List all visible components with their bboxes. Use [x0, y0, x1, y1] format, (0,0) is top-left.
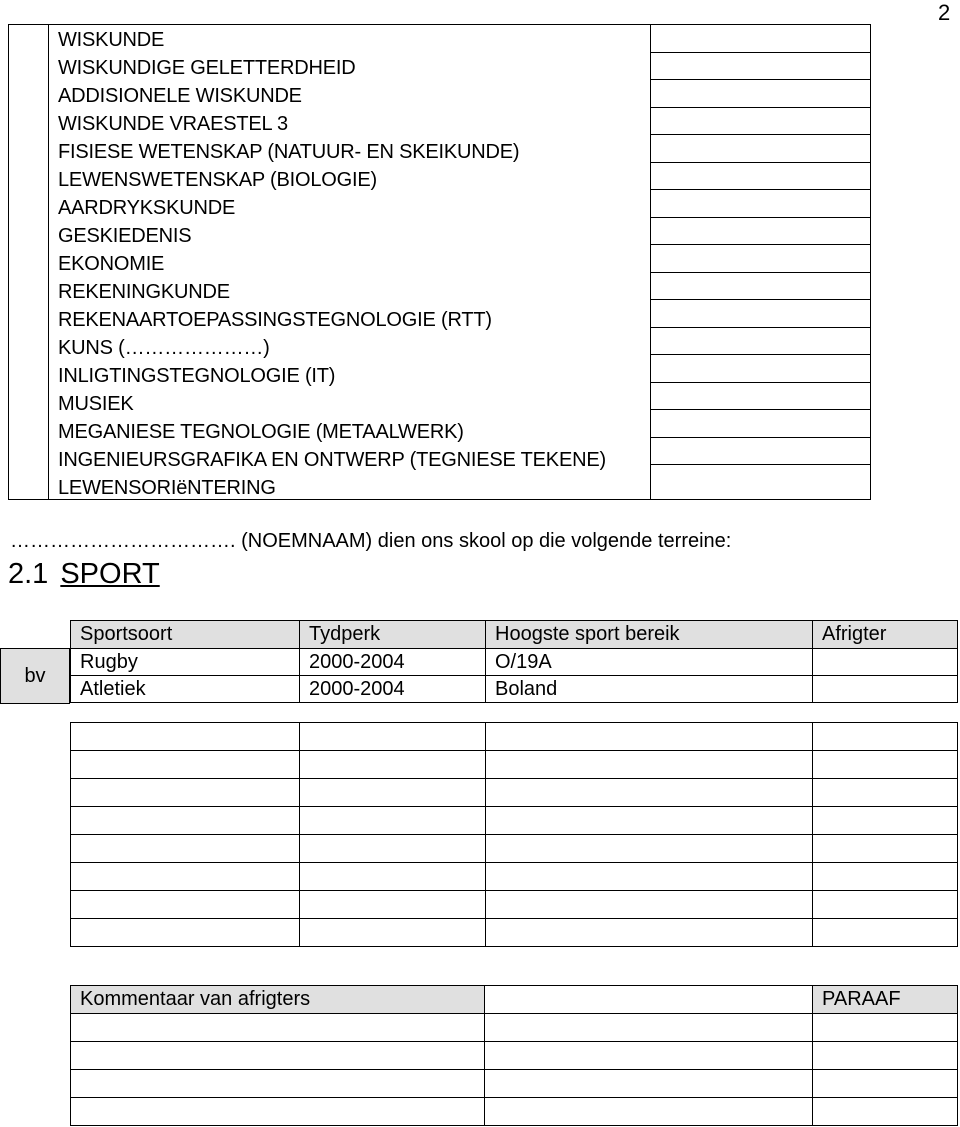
- table-cell: Rugby: [71, 649, 300, 676]
- subject-checkbox-column: [8, 24, 48, 500]
- section-title: SPORT: [60, 558, 160, 590]
- subject-item: INLIGTINGSTEGNOLOGIE (IT): [58, 365, 336, 387]
- sport-table: [70, 620, 958, 947]
- header-tydperk: Tydperk: [300, 621, 486, 649]
- table-cell: O/19A: [486, 649, 813, 676]
- table-header-row: [71, 621, 958, 649]
- subject-item: REKENINGKUNDE: [58, 281, 230, 303]
- page-number: 2: [938, 0, 951, 25]
- blank-row[interactable]: [71, 1042, 958, 1070]
- subject-item: GESKIEDENIS: [58, 225, 192, 247]
- table-cell: 2000-2004: [300, 676, 486, 703]
- example-label: bv: [0, 648, 70, 704]
- blank-row[interactable]: [71, 807, 958, 835]
- subject-item: ADDISIONELE WISKUNDE: [58, 85, 302, 107]
- table-cell: Boland: [486, 676, 813, 703]
- subject-item: FISIESE WETENSKAP (NATUUR- EN SKEIKUNDE): [58, 141, 520, 163]
- blank-row[interactable]: [71, 1014, 958, 1042]
- subject-item: MEGANIESE TEGNOLOGIE (METAALWERK): [58, 421, 464, 443]
- blank-row[interactable]: [71, 919, 958, 947]
- header-sportsoort: Sportsoort: [71, 621, 300, 649]
- header-kommentaar: Kommentaar van afrigters: [71, 986, 485, 1014]
- table-cell: Atletiek: [71, 676, 300, 703]
- subject-item: LEWENSORIëNTERING: [58, 477, 276, 499]
- blank-row[interactable]: [71, 835, 958, 863]
- subject-item: WISKUNDIGE GELETTERDHEID: [58, 57, 356, 79]
- header-hoogste-sport: Hoogste sport bereik: [486, 621, 813, 649]
- table-cell: [813, 649, 958, 676]
- example-row: [71, 649, 958, 676]
- table-header-row: [71, 986, 958, 1014]
- blank-row[interactable]: [71, 723, 958, 751]
- example-row: [71, 676, 958, 703]
- header-blank: [485, 986, 813, 1014]
- header-afrigter: Afrigter: [813, 621, 958, 649]
- subject-item: WISKUNDE: [58, 29, 165, 51]
- subject-list: [58, 26, 606, 502]
- subject-item: AARDRYKSKUNDE: [58, 197, 236, 219]
- blank-row[interactable]: [71, 1098, 958, 1126]
- comment-table: [70, 985, 958, 1126]
- noemnaam-sentence: ……………………………. (NOEMNAAM) dien ons skool op die volgende terreine:: [10, 530, 732, 552]
- subject-item: MUSIEK: [58, 393, 134, 415]
- blank-row[interactable]: [71, 863, 958, 891]
- section-number: 2.1: [8, 558, 49, 590]
- header-paraaf: PARAAF: [813, 986, 958, 1014]
- table-cell: [813, 676, 958, 703]
- subject-item: LEWENSWETENSKAP (BIOLOGIE): [58, 169, 377, 191]
- subject-item: KUNS (…………………): [58, 337, 270, 359]
- subject-answer-column[interactable]: [651, 24, 871, 500]
- blank-row[interactable]: [71, 1070, 958, 1098]
- subject-item: WISKUNDE VRAESTEL 3: [58, 113, 288, 135]
- table-cell: 2000-2004: [300, 649, 486, 676]
- subject-item: EKONOMIE: [58, 253, 165, 275]
- blank-row[interactable]: [71, 891, 958, 919]
- section-heading: [8, 558, 160, 591]
- blank-row[interactable]: [71, 751, 958, 779]
- subject-item: INGENIEURSGRAFIKA EN ONTWERP (TEGNIESE TEKENE): [58, 449, 606, 471]
- blank-row[interactable]: [71, 779, 958, 807]
- subject-item: REKENAARTOEPASSINGSTEGNOLOGIE (RTT): [58, 309, 492, 331]
